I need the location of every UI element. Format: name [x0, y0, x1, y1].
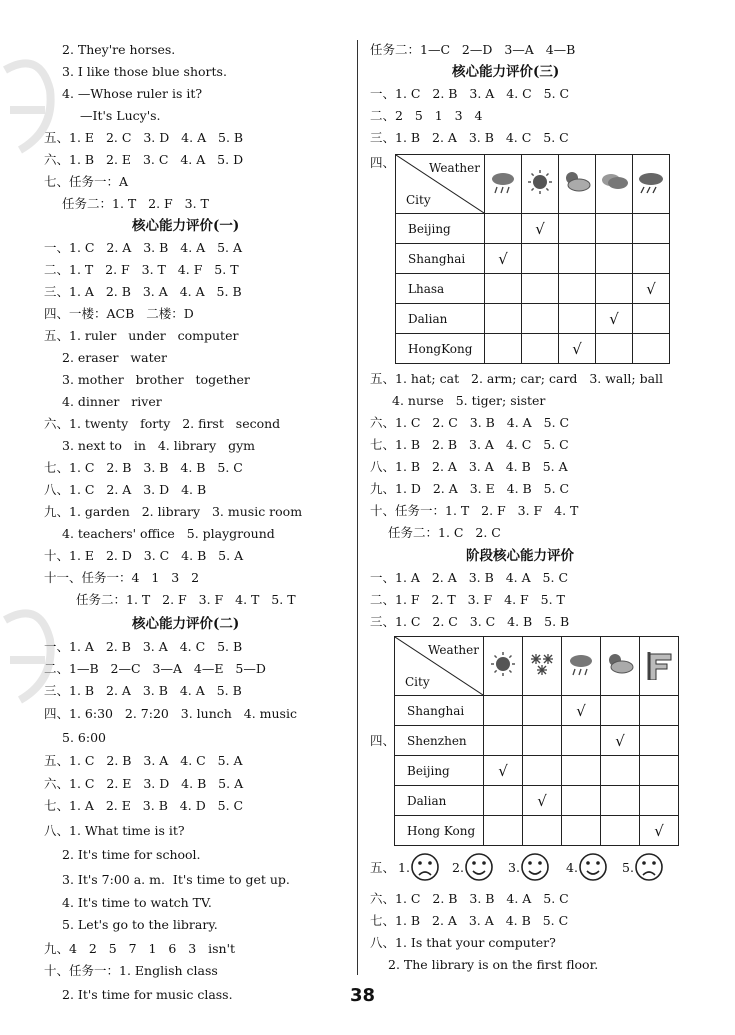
check-cell	[523, 696, 562, 726]
check-cell	[640, 696, 679, 726]
answer-line: 一、1. A 2. A 3. B 4. A 5. C	[370, 570, 569, 585]
section-heading: 阶段核心能力评价	[466, 548, 574, 564]
happy-face-icon	[578, 852, 608, 886]
answer-line: 3. mother brother together	[62, 372, 250, 387]
check-cell	[484, 786, 523, 816]
weather-header-cell	[596, 155, 633, 214]
answer-line: 3. It's 7:00 a. m. It's time to get up.	[62, 872, 290, 887]
weather-header-cell	[640, 637, 679, 696]
city-cell: Shanghai	[395, 696, 484, 726]
answer-line: 七、1. A 2. E 3. B 4. D 5. C	[44, 798, 244, 813]
check-cell	[640, 816, 679, 846]
check-cell	[640, 786, 679, 816]
answer-line: 五、1. C 2. B 3. A 4. C 5. A	[44, 753, 243, 768]
check-cell	[633, 334, 670, 364]
check-cell	[562, 726, 601, 756]
check-cell	[601, 816, 640, 846]
answer-line: 一、1. C 2. B 3. A 4. C 5. C	[370, 86, 570, 101]
answer-line: 二、1. T 2. F 3. T 4. F 5. T	[44, 262, 239, 277]
check-cell	[522, 214, 559, 244]
answer-line: 2. They're horses.	[62, 42, 176, 57]
table-row	[396, 304, 670, 334]
check-cell	[523, 786, 562, 816]
answer-line: 二、1. F 2. T 3. F 4. F 5. T	[370, 592, 565, 607]
check-cell	[640, 756, 679, 786]
page-number: 38	[350, 985, 376, 1006]
face-number: 3.	[508, 860, 520, 875]
weather-header-cell	[484, 637, 523, 696]
check-cell	[633, 214, 670, 244]
check-mark: √	[654, 821, 664, 840]
check-cell	[522, 304, 559, 334]
sad-face-icon	[634, 852, 664, 886]
snow-icon	[526, 650, 558, 683]
cloudy-icon	[598, 168, 630, 201]
answer-line: 一、1. A 2. B 3. A 4. C 5. B	[44, 639, 243, 654]
face-number: 5.	[622, 860, 634, 875]
answer-line: 六、1. C 2. C 3. B 4. A 5. C	[370, 415, 570, 430]
check-cell	[601, 756, 640, 786]
check-mark: √	[615, 731, 625, 750]
answer-line: 八、1. Is that your computer?	[370, 935, 556, 950]
weather-table	[395, 154, 670, 364]
answer-line: 六、1. B 2. E 3. C 4. A 5. D	[44, 152, 244, 167]
diagonal-header	[396, 155, 484, 213]
city-cell: Dalian	[396, 304, 485, 334]
city-cell: Hong Kong	[395, 816, 484, 846]
answer-line: 五、1. E 2. C 3. D 4. A 5. B	[44, 130, 244, 145]
rain-cloud-icon	[565, 650, 597, 683]
city-cell: Beijing	[396, 214, 485, 244]
check-cell	[522, 274, 559, 304]
check-cell	[562, 756, 601, 786]
sun-behind-cloud-icon	[604, 650, 636, 683]
check-cell	[523, 756, 562, 786]
header-weather-label: Weather	[428, 643, 479, 657]
check-mark: √	[498, 249, 508, 268]
answer-line: 九、1. D 2. A 3. E 4. B 5. C	[370, 481, 570, 496]
answer-line: 5. 6:00	[62, 730, 106, 745]
answer-line: 2. It's time for music class.	[62, 987, 233, 1002]
happy-face-icon	[520, 852, 550, 886]
table-row	[395, 756, 679, 786]
question-label: 四、	[370, 733, 396, 748]
check-cell	[596, 244, 633, 274]
check-cell	[484, 726, 523, 756]
check-mark: √	[576, 701, 586, 720]
section-heading: 核心能力评价(二)	[132, 616, 240, 632]
check-mark: √	[498, 761, 508, 780]
header-weather-label: Weather	[429, 161, 480, 175]
check-cell	[596, 274, 633, 304]
diagonal-header	[395, 637, 483, 695]
table-row	[395, 726, 679, 756]
answer-line: 六、1. twenty forty 2. first second	[44, 416, 281, 431]
check-cell	[633, 274, 670, 304]
check-cell	[601, 786, 640, 816]
question-label: 四、	[370, 155, 396, 170]
check-cell	[559, 214, 596, 244]
answer-line: 三、1. C 2. C 3. C 4. B 5. B	[370, 614, 570, 629]
sun-behind-cloud-icon	[561, 168, 593, 201]
check-mark: √	[535, 219, 545, 238]
header-corner-cell	[396, 155, 485, 214]
check-cell	[562, 816, 601, 846]
storm-cloud-icon	[635, 168, 667, 201]
answer-line: 三、1. B 2. A 3. B 4. C 5. C	[370, 130, 569, 145]
check-cell	[596, 214, 633, 244]
check-cell	[484, 696, 523, 726]
table-row	[395, 816, 679, 846]
answer-line: 四、1. 6:30 2. 7:20 3. lunch 4. music	[44, 706, 297, 721]
question-label: 五、	[370, 860, 396, 875]
answer-line: 七、1. B 2. B 3. A 4. C 5. C	[370, 437, 569, 452]
weather-header-cell	[633, 155, 670, 214]
answer-line: 2. eraser water	[62, 350, 167, 365]
check-cell	[485, 304, 522, 334]
answer-line: 十、任务一：1. English class	[44, 963, 218, 978]
answer-line: 九、4 2 5 7 1 6 3 isn't	[44, 941, 236, 956]
answer-line: 五、1. hat; cat 2. arm; car; card 3. wall; ball	[370, 371, 664, 386]
check-cell	[633, 244, 670, 274]
answer-line: 4. It's time to watch TV.	[62, 895, 212, 910]
check-cell	[485, 244, 522, 274]
sad-face-icon	[410, 852, 440, 886]
answer-line: 七、1. C 2. B 3. B 4. B 5. C	[44, 460, 243, 475]
weather-header-cell	[522, 155, 559, 214]
check-cell	[559, 304, 596, 334]
check-cell	[484, 816, 523, 846]
rain-cloud-icon	[487, 168, 519, 201]
sun-icon	[487, 650, 519, 683]
weather-table	[394, 636, 679, 846]
answer-line: 任务二：1. T 2. F 3. T	[62, 196, 209, 211]
check-cell	[562, 786, 601, 816]
answer-line: 七、任务一：A	[44, 174, 129, 189]
check-mark: √	[537, 791, 547, 810]
city-cell: Shenzhen	[395, 726, 484, 756]
answer-line: 3. I like those blue shorts.	[62, 64, 227, 79]
answer-line: 八、1. What time is it?	[44, 823, 185, 838]
answer-line: 六、1. C 2. B 3. B 4. A 5. C	[370, 891, 569, 906]
answer-line: 二、1—B 2—C 3—A 4—E 5—D	[44, 661, 266, 676]
table-row	[395, 786, 679, 816]
check-cell	[633, 304, 670, 334]
answer-line: 六、1. C 2. E 3. D 4. B 5. A	[44, 776, 244, 791]
check-cell	[559, 244, 596, 274]
answer-line: 3. next to in 4. library gym	[62, 438, 256, 453]
table-row	[396, 274, 670, 304]
answer-line: 十、任务一：1. T 2. F 3. F 4. T	[370, 503, 579, 518]
check-cell	[484, 756, 523, 786]
answer-line: 八、1. C 2. A 3. D 4. B	[44, 482, 207, 497]
check-cell	[596, 304, 633, 334]
weather-header-cell	[562, 637, 601, 696]
check-cell	[559, 334, 596, 364]
check-cell	[485, 274, 522, 304]
check-cell	[559, 274, 596, 304]
check-cell	[522, 244, 559, 274]
city-cell: Lhasa	[396, 274, 485, 304]
check-cell	[485, 214, 522, 244]
answer-line: 2. It's time for school.	[62, 847, 201, 862]
check-cell	[485, 334, 522, 364]
answer-line: 4. —Whose ruler is it?	[62, 86, 203, 101]
section-heading: 核心能力评价(三)	[452, 64, 560, 80]
answer-line: 4. nurse 5. tiger; sister	[392, 393, 546, 408]
windy-flag-icon	[643, 650, 675, 683]
header-city-label: City	[406, 193, 431, 207]
check-mark: √	[572, 339, 582, 358]
weather-header-cell	[559, 155, 596, 214]
city-cell: Dalian	[395, 786, 484, 816]
happy-face-icon	[464, 852, 494, 886]
answer-line: 2. The library is on the first floor.	[388, 957, 599, 972]
watermark-graphic	[0, 50, 60, 190]
check-mark: √	[609, 309, 619, 328]
table-row	[395, 696, 679, 726]
weather-header-cell	[601, 637, 640, 696]
answer-line: 九、1. garden 2. library 3. music room	[44, 504, 303, 519]
check-mark: √	[646, 279, 656, 298]
header-corner-cell	[395, 637, 484, 696]
weather-header-cell	[523, 637, 562, 696]
check-cell	[523, 816, 562, 846]
answer-line: 十一、任务一：4 1 3 2	[44, 570, 200, 585]
answer-line: —It's Lucy's.	[80, 108, 161, 123]
answer-line: 4. dinner river	[62, 394, 162, 409]
face-number: 4.	[566, 860, 578, 875]
answer-line: 八、1. B 2. A 3. A 4. B 5. A	[370, 459, 568, 474]
check-cell	[601, 696, 640, 726]
answer-line: 5. Let's go to the library.	[62, 917, 218, 932]
answer-line: 4. teachers' office 5. playground	[62, 526, 275, 541]
answer-line: 七、1. B 2. A 3. A 4. B 5. C	[370, 913, 569, 928]
answer-line: 三、1. A 2. B 3. A 4. A 5. B	[44, 284, 242, 299]
section-heading: 核心能力评价(一)	[132, 218, 240, 234]
sun-icon	[524, 168, 556, 201]
city-cell: Shanghai	[396, 244, 485, 274]
check-cell	[601, 726, 640, 756]
table-row	[396, 244, 670, 274]
table-row	[396, 334, 670, 364]
city-cell: Beijing	[395, 756, 484, 786]
city-cell: HongKong	[396, 334, 485, 364]
answer-line: 任务二：1—C 2—D 3—A 4—B	[370, 42, 576, 57]
answer-line: 任务二：1. T 2. F 3. F 4. T 5. T	[76, 592, 296, 607]
check-cell	[522, 334, 559, 364]
face-number: 2.	[452, 860, 464, 875]
weather-header-cell	[485, 155, 522, 214]
face-number: 1.	[398, 860, 410, 875]
column-divider	[357, 40, 358, 975]
answer-line: 二、2 5 1 3 4	[370, 108, 483, 123]
check-cell	[640, 726, 679, 756]
table-row	[396, 214, 670, 244]
answer-line: 任务二：1. C 2. C	[388, 525, 501, 540]
answer-line: 三、1. B 2. A 3. B 4. A 5. B	[44, 683, 242, 698]
answer-line: 四、一楼：ACB 二楼：D	[44, 306, 194, 321]
answer-line: 十、1. E 2. D 3. C 4. B 5. A	[44, 548, 244, 563]
check-cell	[562, 696, 601, 726]
check-cell	[523, 726, 562, 756]
answer-line: 五、1. ruler under computer	[44, 328, 239, 343]
check-cell	[596, 334, 633, 364]
answer-line: 一、1. C 2. A 3. B 4. A 5. A	[44, 240, 243, 255]
header-city-label: City	[405, 675, 430, 689]
